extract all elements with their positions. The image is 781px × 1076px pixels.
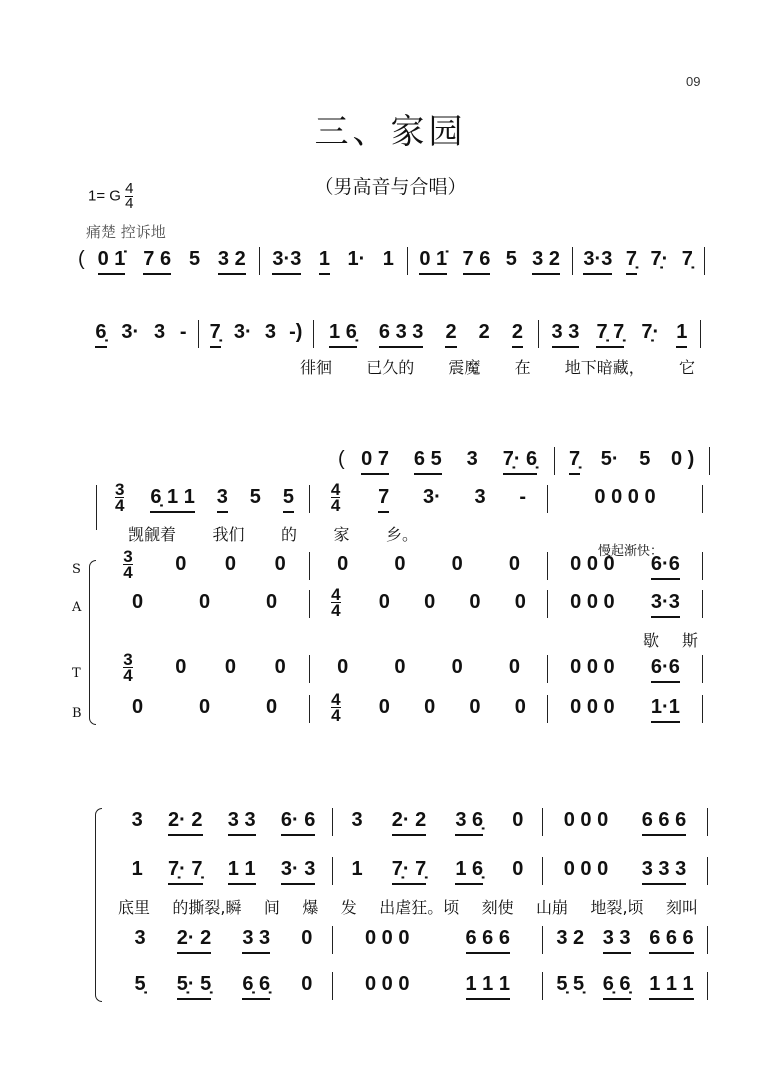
measure (555, 447, 710, 475)
note-group: 3 3 3 (642, 857, 686, 885)
note-group: 6·6 (651, 655, 680, 683)
note-group: 0 (198, 591, 211, 613)
note-group: 1 (351, 858, 363, 880)
note-group: 3 3 (242, 926, 270, 954)
note-group: 2 (478, 321, 490, 343)
measure (310, 655, 548, 683)
note-group: 3 2 (532, 247, 560, 275)
time-signature (115, 482, 124, 513)
time-signature-digit: 3 (114, 480, 125, 499)
note-group: 7̣· 7̣ (168, 857, 202, 885)
meter-numerator: 4 (125, 180, 134, 197)
note-group: 3 (131, 809, 143, 831)
note-group: 2· 2 (168, 808, 202, 836)
note-group: 1 (131, 858, 143, 880)
note-group: 2· 2 (177, 926, 211, 954)
note-group: 7 6 (463, 247, 491, 275)
choir-bracket-2 (95, 808, 102, 1002)
voice-label-b: B (72, 706, 82, 721)
measure (115, 808, 333, 836)
notation-line-t (100, 650, 703, 685)
note-group: 0 (508, 553, 520, 575)
note-group: 6 6 6 (642, 808, 686, 836)
note-group: 6̣ 1 1 (150, 485, 194, 513)
note-group: 0 0 0 (563, 809, 609, 831)
note-group: 7̣ (681, 248, 693, 270)
note-group: 3 (217, 485, 228, 513)
note-group: 1 (382, 248, 394, 270)
notation-line-b (100, 690, 703, 725)
note-group: 0 (131, 591, 144, 613)
note-group: 0 (514, 696, 526, 718)
measure (314, 320, 539, 348)
measure (100, 590, 310, 618)
note-group: 0 7 (361, 447, 389, 475)
note-group: 0 0 0 (570, 656, 615, 678)
measure (199, 320, 314, 348)
note-group: 1 6̣ (455, 857, 483, 885)
measure (548, 655, 703, 683)
note-group: 1·1 (651, 695, 680, 723)
lyric-word: 刻叫 (665, 898, 698, 917)
note-group: 0 (337, 656, 349, 678)
measure (543, 926, 708, 954)
note-group: 6̣ 6̣ (242, 972, 270, 1000)
note-group: 0 (224, 656, 237, 678)
tempo-mark: 慢起渐快： (598, 544, 664, 559)
voice-label-t: T (72, 666, 81, 681)
expression-mark: 痛楚 控诉地 (86, 223, 166, 241)
note-group: 0 (469, 696, 481, 718)
measure (548, 695, 703, 723)
note-group: 5̣· 5̣ (177, 972, 211, 1000)
measure (310, 585, 548, 620)
time-signature-digit: 3 (123, 547, 133, 566)
opening-parenthesis: ( (78, 248, 85, 270)
key-signature (88, 182, 133, 211)
lyric-word: 山崩 (536, 898, 569, 917)
note-group: 0 0 0 (570, 696, 615, 718)
note-group: 6 6 6 (649, 926, 693, 954)
measure (310, 480, 548, 515)
note-group: 3 (351, 809, 363, 831)
measure (115, 972, 333, 1000)
notation-line-a (100, 585, 703, 620)
measure (543, 972, 708, 1000)
measure (333, 857, 543, 885)
lyric-word: 斯 (681, 631, 698, 650)
note-group: 0 (265, 591, 278, 613)
note-group: 0 (224, 553, 237, 575)
notation-line-b2 (115, 972, 708, 1000)
note-group: 3 2 (218, 247, 246, 275)
time-signature-digit: 4 (331, 585, 341, 604)
note-group: 0 0 0 (570, 553, 615, 575)
note-group: 0 (451, 656, 463, 678)
lyric-word: 发 (340, 898, 357, 917)
note-group: 6 5 (414, 447, 442, 475)
note-group: 3 (134, 927, 146, 949)
notation-line-r1 (78, 247, 705, 275)
note-group: 3 3 (603, 926, 631, 954)
note-group: 2· 2 (392, 808, 426, 836)
note-group: 7 6 (143, 247, 171, 275)
measure (408, 247, 573, 275)
measure (100, 650, 310, 685)
note-group: 3 (153, 321, 166, 343)
measure (115, 926, 333, 954)
lyric-word: 的 (280, 525, 297, 544)
system-line (96, 485, 97, 530)
lyrics-line-l4 (128, 522, 418, 545)
notation-line-r4 (100, 480, 703, 515)
lyric-word: 地下暗藏， (564, 358, 645, 377)
note-group: 0 (301, 927, 313, 949)
measure (548, 552, 703, 580)
note-group: 1 (676, 320, 687, 348)
note-group: 1 1 (228, 857, 256, 885)
opening-parenthesis: ( (338, 448, 345, 470)
note-group: 0 (198, 696, 211, 718)
note-group: 0 0 0 (570, 591, 615, 613)
note-group: 6· 6 (281, 808, 315, 836)
note-group: 5̣ (134, 973, 146, 995)
note-group: 0 0 0 (365, 973, 410, 995)
measure (100, 695, 310, 723)
note-group: 2 (445, 320, 456, 348)
measure (115, 857, 333, 885)
choir-bracket (89, 560, 96, 725)
note-group: 0 (469, 591, 481, 613)
measure (333, 808, 543, 836)
note-group: 0 (274, 553, 286, 575)
time-signature (125, 182, 133, 211)
lyric-word: 爆 (302, 898, 319, 917)
note-group: 0 (131, 696, 144, 718)
note-group: 3 (474, 486, 486, 508)
time-signature-digit: 3 (123, 650, 133, 669)
note-group: 5̣ 5̣ (556, 973, 585, 995)
note-group: 3 (466, 448, 478, 470)
note-group: 1 6̣ (329, 320, 357, 348)
note-group: 0 (378, 591, 390, 613)
note-group: - (179, 321, 187, 343)
note-group: 6 3 3 (379, 320, 423, 348)
time-signature-digit: 4 (330, 496, 341, 515)
note-group: 3· (121, 321, 140, 343)
note-group: 0 (175, 656, 187, 678)
measure (260, 247, 408, 275)
lyric-word: 我们 (212, 525, 245, 544)
time-signature-digit: 4 (123, 666, 133, 685)
notation-line-a2 (115, 857, 708, 885)
measure (84, 320, 199, 348)
voice-label-s: S (72, 562, 81, 577)
note-group: 0 (514, 591, 526, 613)
note-group: 3·3 (651, 590, 680, 618)
time-signature-digit: 4 (330, 480, 341, 499)
meter-denominator: 4 (125, 195, 134, 212)
note-group: 0 0 0 0 (594, 486, 656, 508)
time-signature-digit: 4 (331, 706, 341, 725)
note-group: 3· (422, 486, 441, 508)
note-group: 0 (337, 553, 349, 575)
measure (543, 808, 708, 836)
lyrics-line-la (643, 628, 698, 651)
time-signature (331, 587, 340, 618)
time-signature (123, 549, 132, 580)
note-group: 0 (508, 656, 520, 678)
lyric-word: 乡。 (385, 525, 418, 544)
note-group: 0 (274, 656, 286, 678)
notation-line-r3 (338, 447, 710, 475)
note-group: 5 (639, 448, 651, 470)
lyric-word: 刻使 (481, 898, 514, 917)
note-group: 0 (175, 553, 187, 575)
lyric-word: 觊觎着 (128, 525, 177, 544)
note-group: 6·6 (651, 552, 680, 580)
measure (573, 247, 705, 275)
note-group: 0 0 0 (365, 927, 410, 949)
measure (333, 972, 543, 1000)
measure (539, 320, 701, 348)
lyric-word: 底里 (118, 898, 151, 917)
notation-line-s2 (115, 808, 708, 836)
note-group: 7̣· (650, 248, 669, 270)
note-group: 5· (600, 448, 619, 470)
lyric-word: 地裂,顷 (590, 898, 644, 917)
lyrics-line-l2 (300, 355, 695, 378)
note-group: 1 (319, 247, 330, 275)
note-group: 0 (301, 973, 313, 995)
notation-line-r2 (84, 320, 701, 348)
measure (310, 552, 548, 580)
lyric-word: 它 (678, 358, 695, 377)
lyric-word: 徘徊 (300, 358, 333, 377)
note-group: 1 1 1 (466, 972, 510, 1000)
note-group: 3 2 (556, 927, 585, 949)
note-group: 7 (378, 485, 389, 513)
lyric-word: 间 (263, 898, 280, 917)
note-group: 3·3 (272, 247, 301, 275)
note-group: 0 ) (670, 448, 695, 470)
voice-label-a: A (72, 600, 82, 615)
key-label: 1= G (88, 187, 121, 205)
note-group: 0 1̇ (419, 247, 447, 275)
note-group: 6̣ (95, 320, 106, 348)
note-group: 6 6 6 (466, 926, 510, 954)
time-signature-digit: 4 (331, 690, 341, 709)
note-group: 0 (424, 591, 436, 613)
note-group: 3 (264, 321, 276, 343)
lyric-word: 出虐狂。顷 (379, 898, 460, 917)
note-group: 5 (283, 485, 294, 513)
note-group: 3·3 (583, 247, 612, 275)
note-group: 3 6̣ (455, 808, 483, 836)
measure (543, 857, 708, 885)
note-group: 5 (505, 248, 517, 270)
note-group: 0 (394, 656, 406, 678)
note-group: 5 (188, 248, 201, 270)
lyric-word: 歇 (643, 631, 660, 650)
note-group: 0 (394, 553, 406, 575)
time-signature-digit: 4 (123, 563, 133, 582)
note-group: 7̣ (626, 247, 637, 275)
note-group: 6̣ 6̣ (603, 972, 631, 1000)
note-group: 3· (233, 321, 252, 343)
note-group: 1· (347, 248, 366, 270)
time-signature-digit: 4 (331, 601, 341, 620)
note-group: 7̣ 7̣ (596, 320, 624, 348)
lyric-word: 的撕裂,瞬 (172, 898, 242, 917)
measure (548, 485, 703, 513)
note-group: 0 (265, 696, 278, 718)
note-group: 7̣· 7̣ (392, 857, 426, 885)
note-group: 0 (424, 696, 436, 718)
measure (100, 480, 310, 515)
time-signature (331, 482, 340, 513)
note-group: 0 0 0 (563, 858, 609, 880)
note-group: 2 (512, 320, 523, 348)
measure (100, 547, 310, 582)
note-group: 7̣ (210, 320, 221, 348)
note-group: 0 1̇ (98, 247, 126, 275)
lyric-word: 家 (333, 525, 350, 544)
page-number: 09 (686, 74, 701, 89)
measure (345, 447, 555, 475)
time-signature-digit: 4 (114, 496, 125, 515)
note-group: 1 1 1 (649, 972, 693, 1000)
note-group: -) (289, 321, 303, 343)
note-group: 3 3 (228, 808, 256, 836)
measure (333, 926, 543, 954)
note-group: - (519, 486, 527, 508)
song-title: 三、家园 (314, 112, 467, 152)
note-group: 7̣· 6̣ (503, 447, 537, 475)
lyrics-line-l5 (118, 895, 698, 918)
note-group: 0 (512, 809, 524, 831)
notation-line-t2 (115, 926, 708, 954)
note-group: 3 3 (552, 320, 580, 348)
measure (310, 690, 548, 725)
note-group: 0 (378, 696, 390, 718)
song-subtitle: （男高音与合唱） (314, 176, 467, 198)
note-group: 3· 3 (281, 857, 315, 885)
time-signature (331, 692, 340, 723)
note-group: 7̣· (641, 321, 660, 343)
note-group: 0 (512, 858, 524, 880)
lyric-word: 震魔 (448, 358, 481, 377)
note-group: 5 (249, 486, 261, 508)
lyric-word: 在 (514, 358, 531, 377)
measure (85, 247, 260, 275)
note-group: 7̣ (569, 447, 580, 475)
time-signature (123, 652, 132, 683)
measure (548, 590, 703, 618)
note-group: 0 (451, 553, 463, 575)
lyric-word: 已久的 (366, 358, 415, 377)
